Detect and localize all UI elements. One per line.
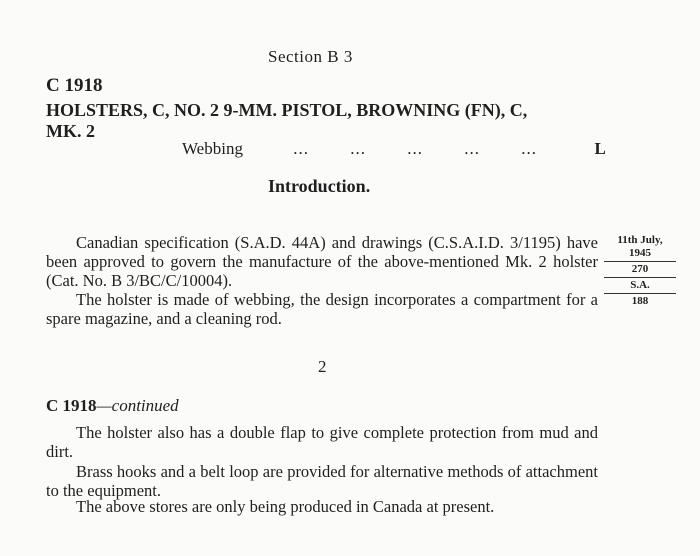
store-row <box>182 139 606 159</box>
paragraph-description: The holster is made of webbing, the design incorporates a compartment for a spare magazine, and a cleaning rod. <box>46 290 598 328</box>
paragraph-specification: Canadian specification (S.A.D. 44A) and drawings (C.S.A.I.D. 3/1195) have been approved to govern the manufacture of the above-mentioned Mk. 2 holster (Cat. No. B 3/BC/C/10004). <box>46 233 598 290</box>
item-title-line-1: HOLSTERS, C, NO. 2 9-MM. PISTOL, BROWNING (FN), C, <box>46 100 528 120</box>
item-title-line-2: MK. 2 <box>46 121 95 141</box>
item-code: C 1918 <box>46 75 103 96</box>
paragraph-double-flap: The holster also has a double flap to give complete protection from mud and dirt. <box>46 423 598 461</box>
margin-reference <box>604 234 676 308</box>
leader-dot-group: ... <box>293 139 309 158</box>
leader-dot-group: ... <box>521 139 537 158</box>
store-category: L <box>594 139 606 158</box>
page-number: 2 <box>318 357 327 376</box>
item-title <box>46 100 527 142</box>
leader-dot-group: ... <box>350 139 366 158</box>
margin-ref-top: 270 <box>631 263 649 275</box>
introduction-heading: Introduction. <box>268 176 371 196</box>
margin-date: 11th July, <box>617 234 663 246</box>
margin-divider <box>604 293 676 294</box>
margin-year: 1945 <box>629 247 651 259</box>
paragraph-production: The above stores are only being produced in Canada at present. <box>76 497 495 516</box>
store-name: Webbing <box>182 139 243 158</box>
leader-dot-group: ... <box>464 139 480 158</box>
leader-dots <box>293 139 578 159</box>
continuation-heading <box>46 396 179 416</box>
section-heading: Section B 3 <box>268 47 353 66</box>
continuation-label: —continued <box>96 396 179 415</box>
margin-ref-bottom: 188 <box>631 295 649 307</box>
margin-divider <box>604 277 676 278</box>
margin-divider <box>604 261 676 262</box>
continuation-code: C 1918 <box>46 396 97 415</box>
margin-ref-mid: S.A. <box>630 279 650 291</box>
paragraph-attachment: Brass hooks and a belt loop are provided for alternative methods of attachment to the equipment. <box>46 462 598 500</box>
leader-dot-group: ... <box>407 139 423 158</box>
